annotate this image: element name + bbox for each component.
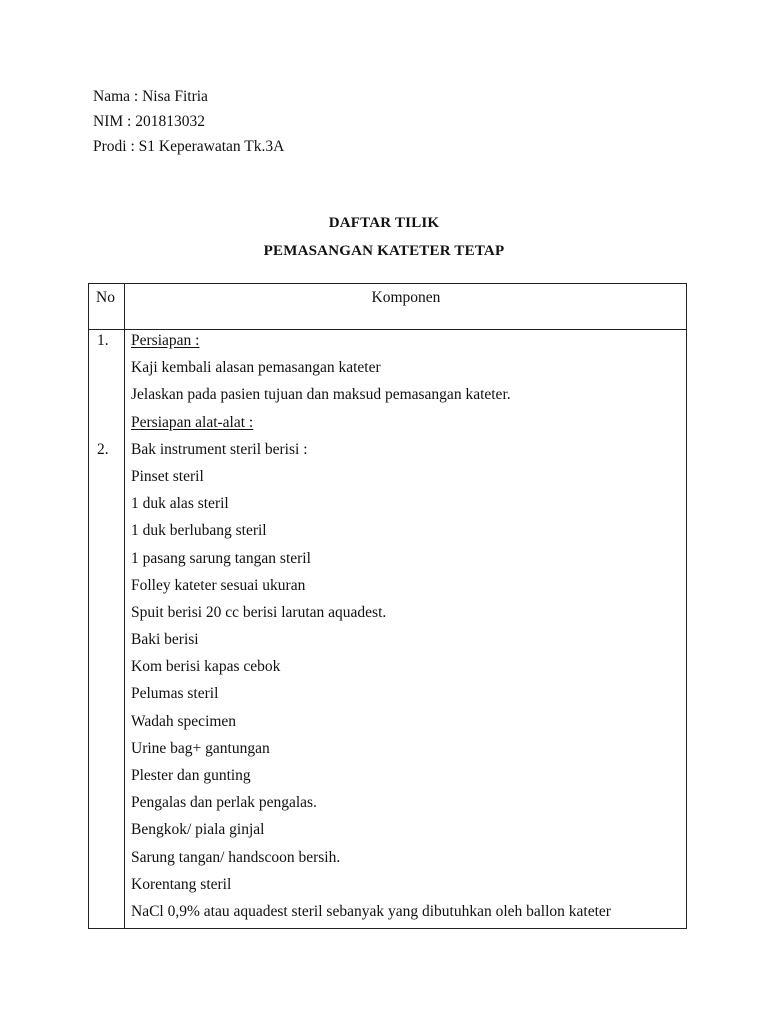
table-row bbox=[89, 520, 686, 547]
component-item: 1 duk berlubang steril bbox=[131, 522, 267, 540]
table-row bbox=[89, 819, 686, 846]
component-item: NaCl 0,9% atau aquadest steril sebanyak yang dibutuhkan oleh ballon kateter bbox=[131, 902, 611, 920]
title-pemasangan-kateter: PEMASANGAN KATETER TETAP bbox=[263, 243, 505, 259]
table-row bbox=[89, 357, 686, 384]
table-row bbox=[89, 575, 686, 602]
document-title bbox=[0, 212, 768, 268]
table-row bbox=[89, 493, 686, 520]
student-prodi: Prodi : S1 Keperawatan Tk.3A bbox=[93, 138, 285, 155]
header-komponen: Komponen bbox=[371, 289, 441, 306]
component-item: Kom berisi kapas cebok bbox=[131, 658, 281, 676]
checklist-table bbox=[88, 283, 687, 929]
table-row bbox=[89, 656, 686, 683]
component-item: Spuit berisi 20 cc berisi larutan aquadest. bbox=[131, 603, 387, 621]
title-daftar-tilik: DAFTAR TILIK bbox=[328, 215, 440, 231]
table-row bbox=[89, 384, 686, 411]
table-row bbox=[89, 847, 686, 874]
header-no: No bbox=[96, 289, 115, 306]
component-item: Pengalas dan perlak pengalas. bbox=[131, 794, 317, 812]
table-body bbox=[89, 330, 686, 928]
row-number: 1. bbox=[97, 332, 109, 349]
section-heading: Persiapan : bbox=[131, 332, 200, 349]
component-item: Sarung tangan/ handscoon bersih. bbox=[131, 848, 341, 866]
table-row bbox=[89, 711, 686, 738]
table-row bbox=[89, 548, 686, 575]
table-row bbox=[89, 792, 686, 819]
student-nim: NIM : 201813032 bbox=[93, 113, 205, 130]
table-row bbox=[89, 901, 686, 928]
table-row bbox=[89, 602, 686, 629]
component-item: Pinset steril bbox=[131, 467, 204, 485]
component-item: 1 duk alas steril bbox=[131, 495, 229, 513]
component-item: Plester dan gunting bbox=[131, 767, 251, 784]
table-row bbox=[89, 765, 686, 792]
table-row bbox=[89, 439, 686, 466]
table-row bbox=[89, 874, 686, 901]
student-info bbox=[93, 86, 284, 161]
component-item: Bengkok/ piala ginjal bbox=[131, 821, 265, 839]
component-item: Korentang steril bbox=[131, 875, 232, 893]
student-name: Nama : Nisa Fitria bbox=[93, 88, 208, 105]
component-item: Folley kateter sesuai ukuran bbox=[131, 576, 306, 594]
component-item: Bak instrument steril berisi : bbox=[131, 440, 308, 458]
component-item: Wadah specimen bbox=[131, 712, 237, 730]
component-item: Urine bag+ gantungan bbox=[131, 739, 270, 757]
component-item: Kaji kembali alasan pemasangan kateter bbox=[131, 359, 381, 377]
component-item: Jelaskan pada pasien tujuan dan maksud pemasangan kateter. bbox=[131, 386, 511, 404]
table-row bbox=[89, 330, 686, 357]
row-number: 2. bbox=[97, 440, 109, 458]
table-row bbox=[89, 738, 686, 765]
component-item: Pelumas steril bbox=[131, 685, 219, 703]
table-row bbox=[89, 412, 686, 439]
table-row bbox=[89, 466, 686, 493]
component-item: Baki berisi bbox=[131, 631, 199, 649]
component-item: 1 pasang sarung tangan steril bbox=[131, 549, 311, 567]
table-header-row bbox=[89, 284, 686, 330]
table-row bbox=[89, 629, 686, 656]
section-heading: Persiapan alat-alat : bbox=[131, 413, 254, 431]
table-row bbox=[89, 683, 686, 710]
